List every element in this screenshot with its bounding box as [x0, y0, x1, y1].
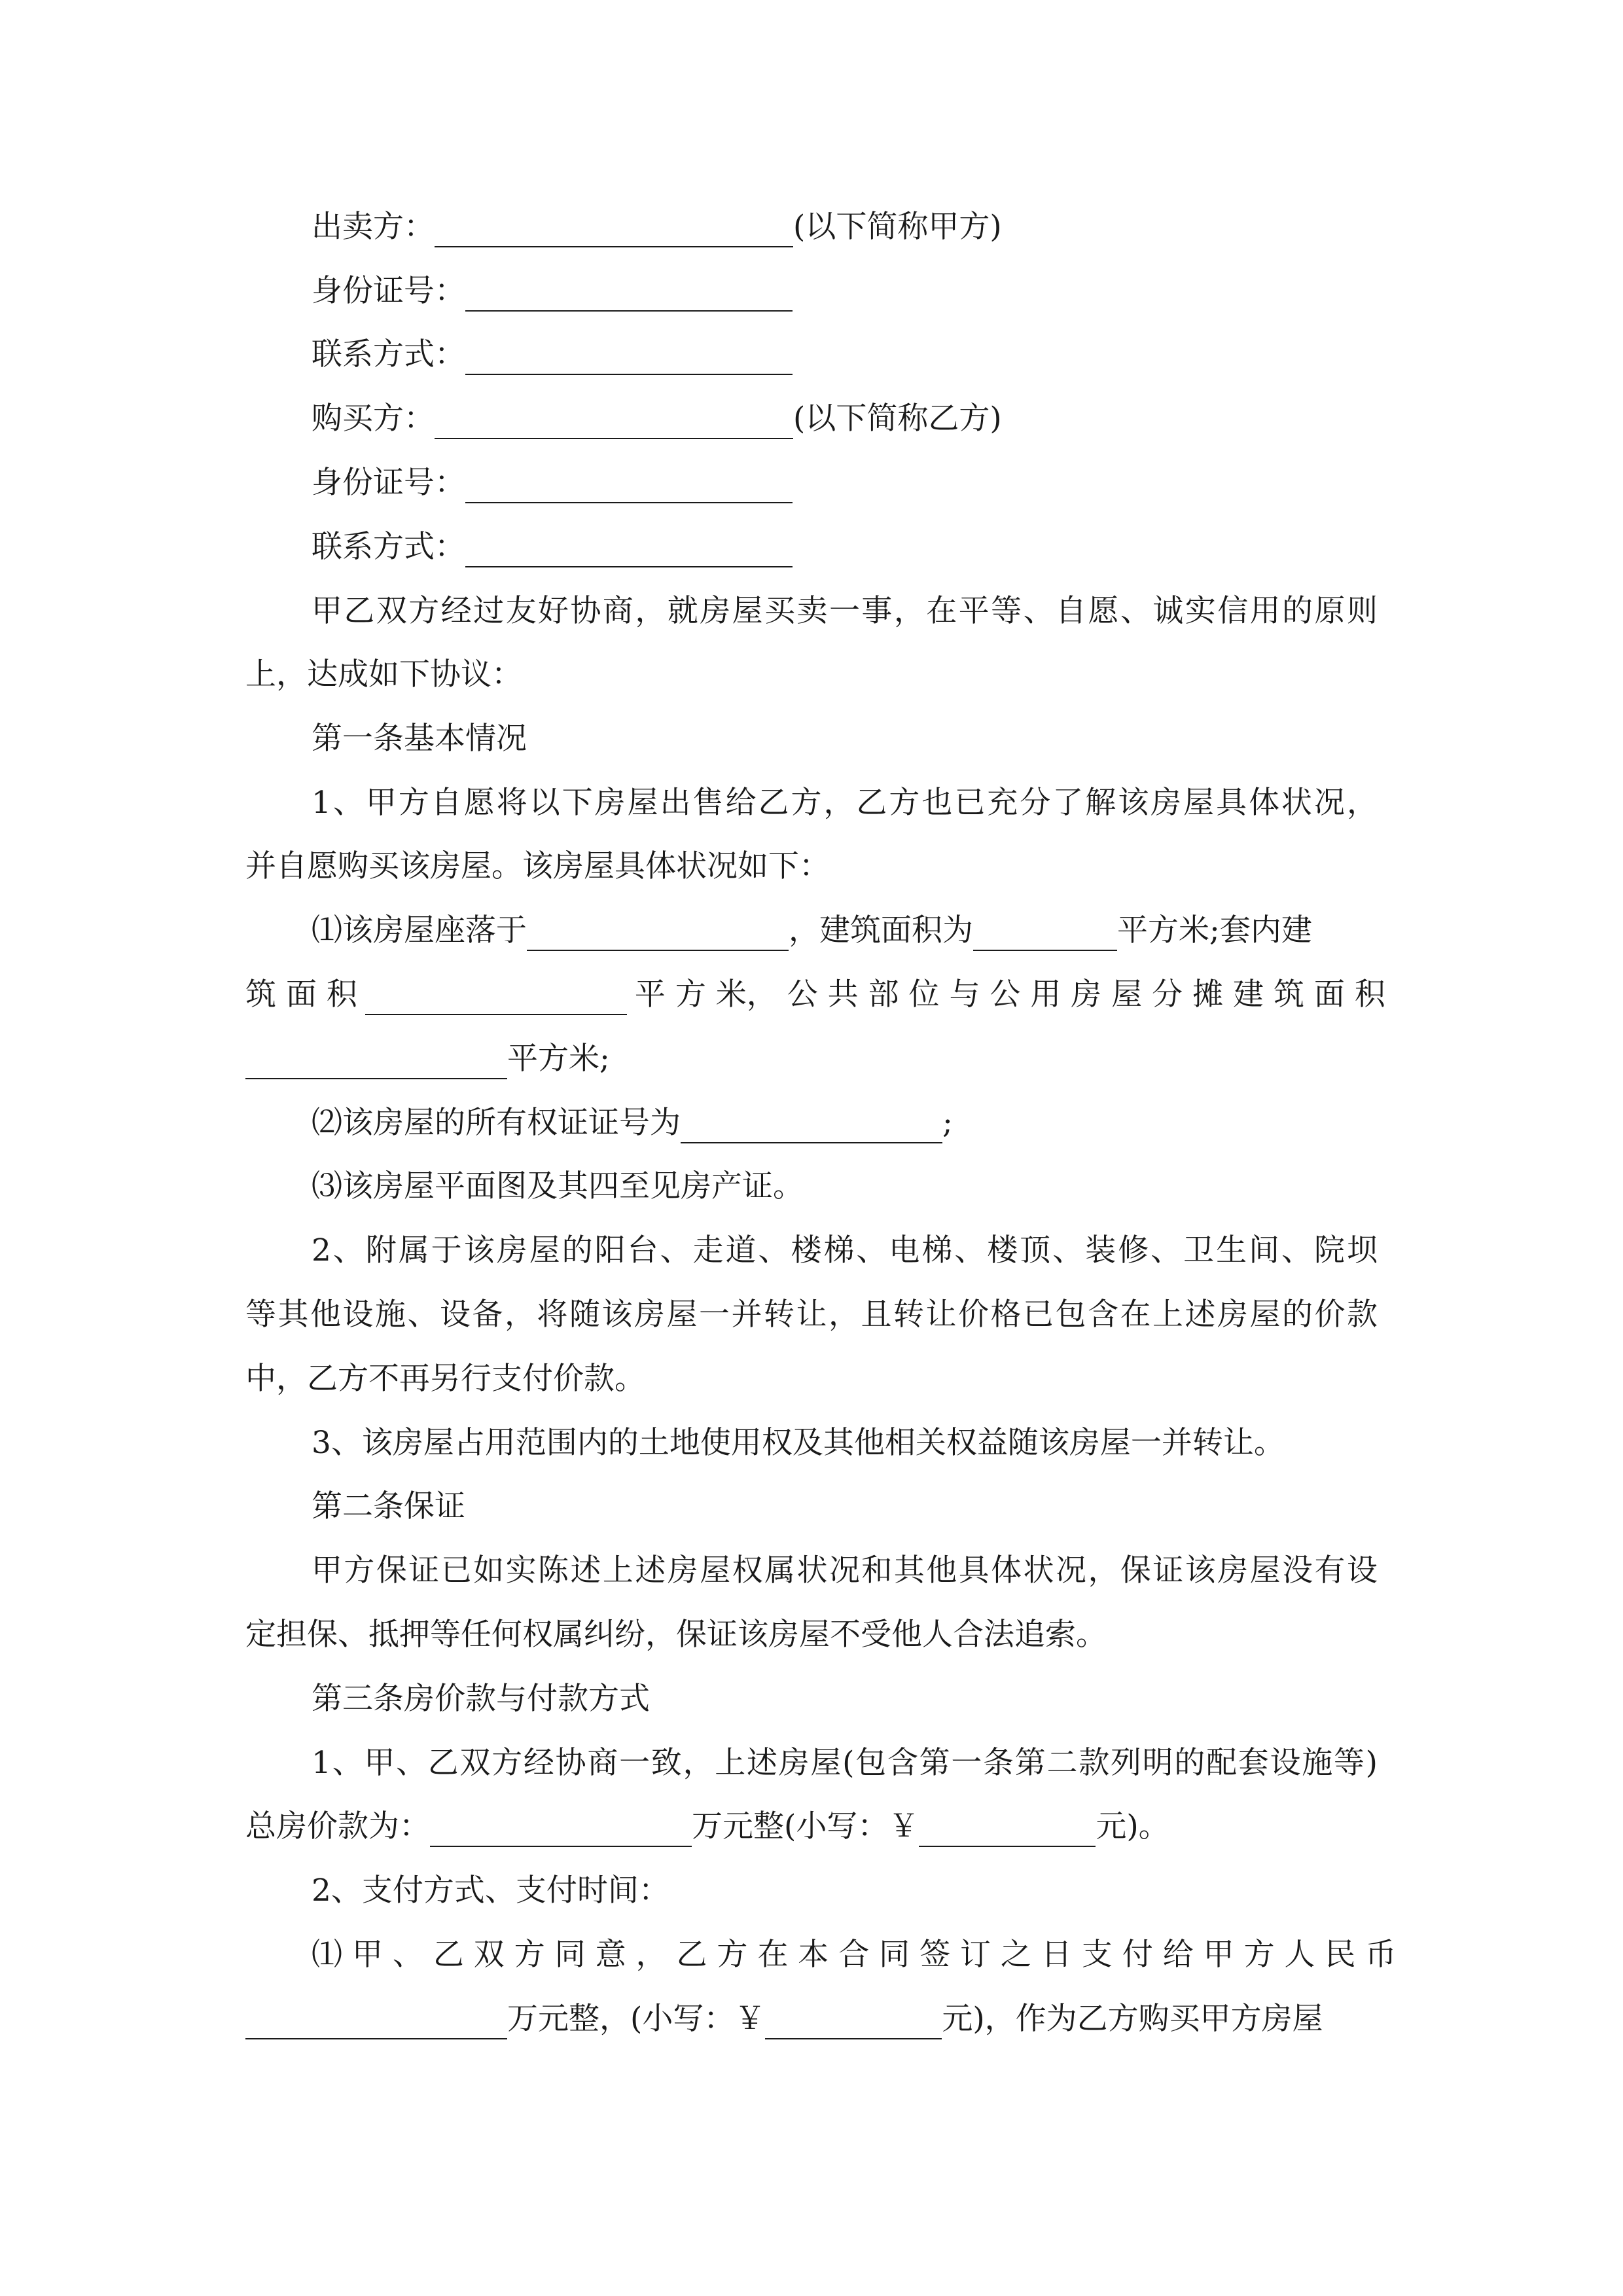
article-2-title-text: 第二条保证 [312, 1488, 465, 1524]
building-area-blank[interactable] [973, 916, 1117, 951]
a1-item1-text-c: 平方米;套内建 [1117, 912, 1312, 948]
a1-item1-text-e: 平 方 米， 公 共 部 位 与 公 用 房 屋 分 摊 建 筑 面 积 [634, 977, 1385, 1013]
seller-label: 出卖方： [312, 209, 435, 245]
a1-item1-line1 [0, 910, 1623, 951]
a3-item1-text-a: 万元整，(小写：￥ [507, 2001, 766, 2037]
seller-blank[interactable] [435, 212, 793, 247]
a3-item1-text1: ⑴ 甲 、 乙 双 方 同 意 ， 乙 方 在 本 合 同 签 订 之 日 支 付 给 甲 方 人 民 币 [312, 1937, 1397, 1973]
a1-item1-text-d: 筑 面 积 [245, 977, 357, 1013]
seller-id-line [0, 271, 1623, 312]
a1-item2-text-a: ⑵该房屋的所有权证证号为 [312, 1105, 681, 1141]
certificate-number-blank[interactable] [681, 1108, 942, 1143]
a1-item2-text-b: ; [942, 1105, 953, 1141]
article-1-title [0, 719, 1623, 759]
shared-area-blank[interactable] [245, 1044, 507, 1079]
article-1-title-text: 第一条基本情况 [312, 721, 527, 757]
a1-para2-text3: 中，乙方不再另行支付价款。 [245, 1361, 645, 1397]
payment-amount-blank[interactable] [245, 2004, 507, 2039]
a1-para2-text1: 2、附属于该房屋的阳台、走道、楼梯、电梯、楼顶、装修、卫生间、院坝 [312, 1232, 1378, 1268]
a3-item1-line1 [0, 1935, 1623, 1975]
payment-figures-blank[interactable] [765, 2004, 942, 2039]
buyer-contact-line [0, 527, 1623, 567]
seller-line [0, 207, 1623, 247]
article-2-title [0, 1486, 1623, 1527]
seller-suffix: (以下简称甲方) [793, 209, 1002, 245]
a3-para1-text-a: 总房价款为： [245, 1808, 430, 1844]
seller-id-label: 身份证号： [312, 273, 465, 309]
a1-para1-text2: 并自愿购买该房屋。该房屋具体状况如下： [245, 848, 830, 884]
a1-item1-line2 [0, 975, 1623, 1015]
a2-text2: 定担保、抵押等任何权属纠纷，保证该房屋不受他人合法追索。 [245, 1617, 1107, 1653]
a1-item2-line [0, 1103, 1623, 1143]
a1-item1-text-a: ⑴该房屋座落于 [312, 912, 527, 948]
a1-para3-text: 3、该房屋占用范围内的土地使用权及其他相关权益随该房屋一并转让。 [312, 1425, 1285, 1461]
location-blank[interactable] [527, 916, 789, 951]
buyer-id-blank[interactable] [465, 468, 793, 503]
a3-para1-line2 [0, 1806, 1623, 1847]
total-price-blank[interactable] [430, 1812, 692, 1847]
seller-contact-label: 联系方式： [312, 336, 465, 372]
a3-para1-text-b: 万元整(小写：￥ [692, 1808, 919, 1844]
buyer-contact-blank[interactable] [465, 532, 793, 567]
a3-para2-line [0, 1871, 1623, 1911]
a1-para2-line1 [0, 1230, 1623, 1271]
buyer-blank[interactable] [435, 404, 793, 439]
a3-para1-text-c: 元)。 [1096, 1808, 1169, 1844]
a1-item1-text-f: 平方米; [507, 1041, 610, 1077]
a3-item1-line2 [0, 1999, 1623, 2039]
a1-para2-text2: 等其他设施、设备，将随该房屋一并转让，且转让价格已包含在上述房屋的价款 [245, 1297, 1378, 1333]
a1-para1-text1: 1、甲方自愿将以下房屋出售给乙方，乙方也已充分了解该房屋具体状况， [312, 785, 1378, 821]
seller-contact-line [0, 334, 1623, 375]
inner-area-blank[interactable] [365, 980, 627, 1015]
a3-para1-line1 [0, 1743, 1623, 1784]
intro-line-2 [0, 655, 1623, 695]
article-3-title [0, 1679, 1623, 1719]
a2-text1: 甲方保证已如实陈述上述房屋权属状况和其他具体状况，保证该房屋没有设 [312, 1552, 1378, 1588]
a3-para2-text: 2、支付方式、支付时间： [312, 1873, 669, 1909]
a2-line1 [0, 1551, 1623, 1591]
buyer-contact-label: 联系方式： [312, 529, 465, 565]
a1-para2-line2 [0, 1295, 1623, 1335]
a3-item1-text-b: 元)，作为乙方购买甲方房屋 [942, 2001, 1323, 2037]
buyer-suffix: (以下简称乙方) [793, 401, 1002, 437]
a1-item1-line3 [0, 1039, 1623, 1079]
intro-text-1: 甲乙双方经过友好协商，就房屋买卖一事，在平等、自愿、诚实信用的原则 [312, 593, 1378, 629]
seller-contact-blank[interactable] [465, 340, 793, 375]
buyer-label: 购买方： [312, 401, 435, 437]
a1-para1-line1 [0, 783, 1623, 823]
a1-para3-line [0, 1423, 1623, 1463]
total-price-figures-blank[interactable] [919, 1812, 1096, 1847]
a3-para1-text1: 1、甲、乙双方经协商一致，上述房屋(包含第一条第二款列明的配套设施等) [312, 1745, 1378, 1781]
buyer-id-line [0, 463, 1623, 503]
buyer-line [0, 399, 1623, 439]
intro-text-2: 上，达成如下协议： [245, 656, 522, 692]
a1-item1-text-b: ，建筑面积为 [789, 912, 973, 948]
intro-line-1 [0, 591, 1623, 632]
a1-para1-line2 [0, 846, 1623, 887]
a1-item3-text: ⑶该房屋平面图及其四至见房产证。 [312, 1168, 804, 1204]
a1-item3-line [0, 1166, 1623, 1207]
article-3-title-text: 第三条房价款与付款方式 [312, 1681, 650, 1717]
seller-id-blank[interactable] [465, 276, 793, 312]
a2-line2 [0, 1615, 1623, 1655]
buyer-id-label: 身份证号： [312, 465, 465, 501]
a1-para2-line3 [0, 1359, 1623, 1399]
